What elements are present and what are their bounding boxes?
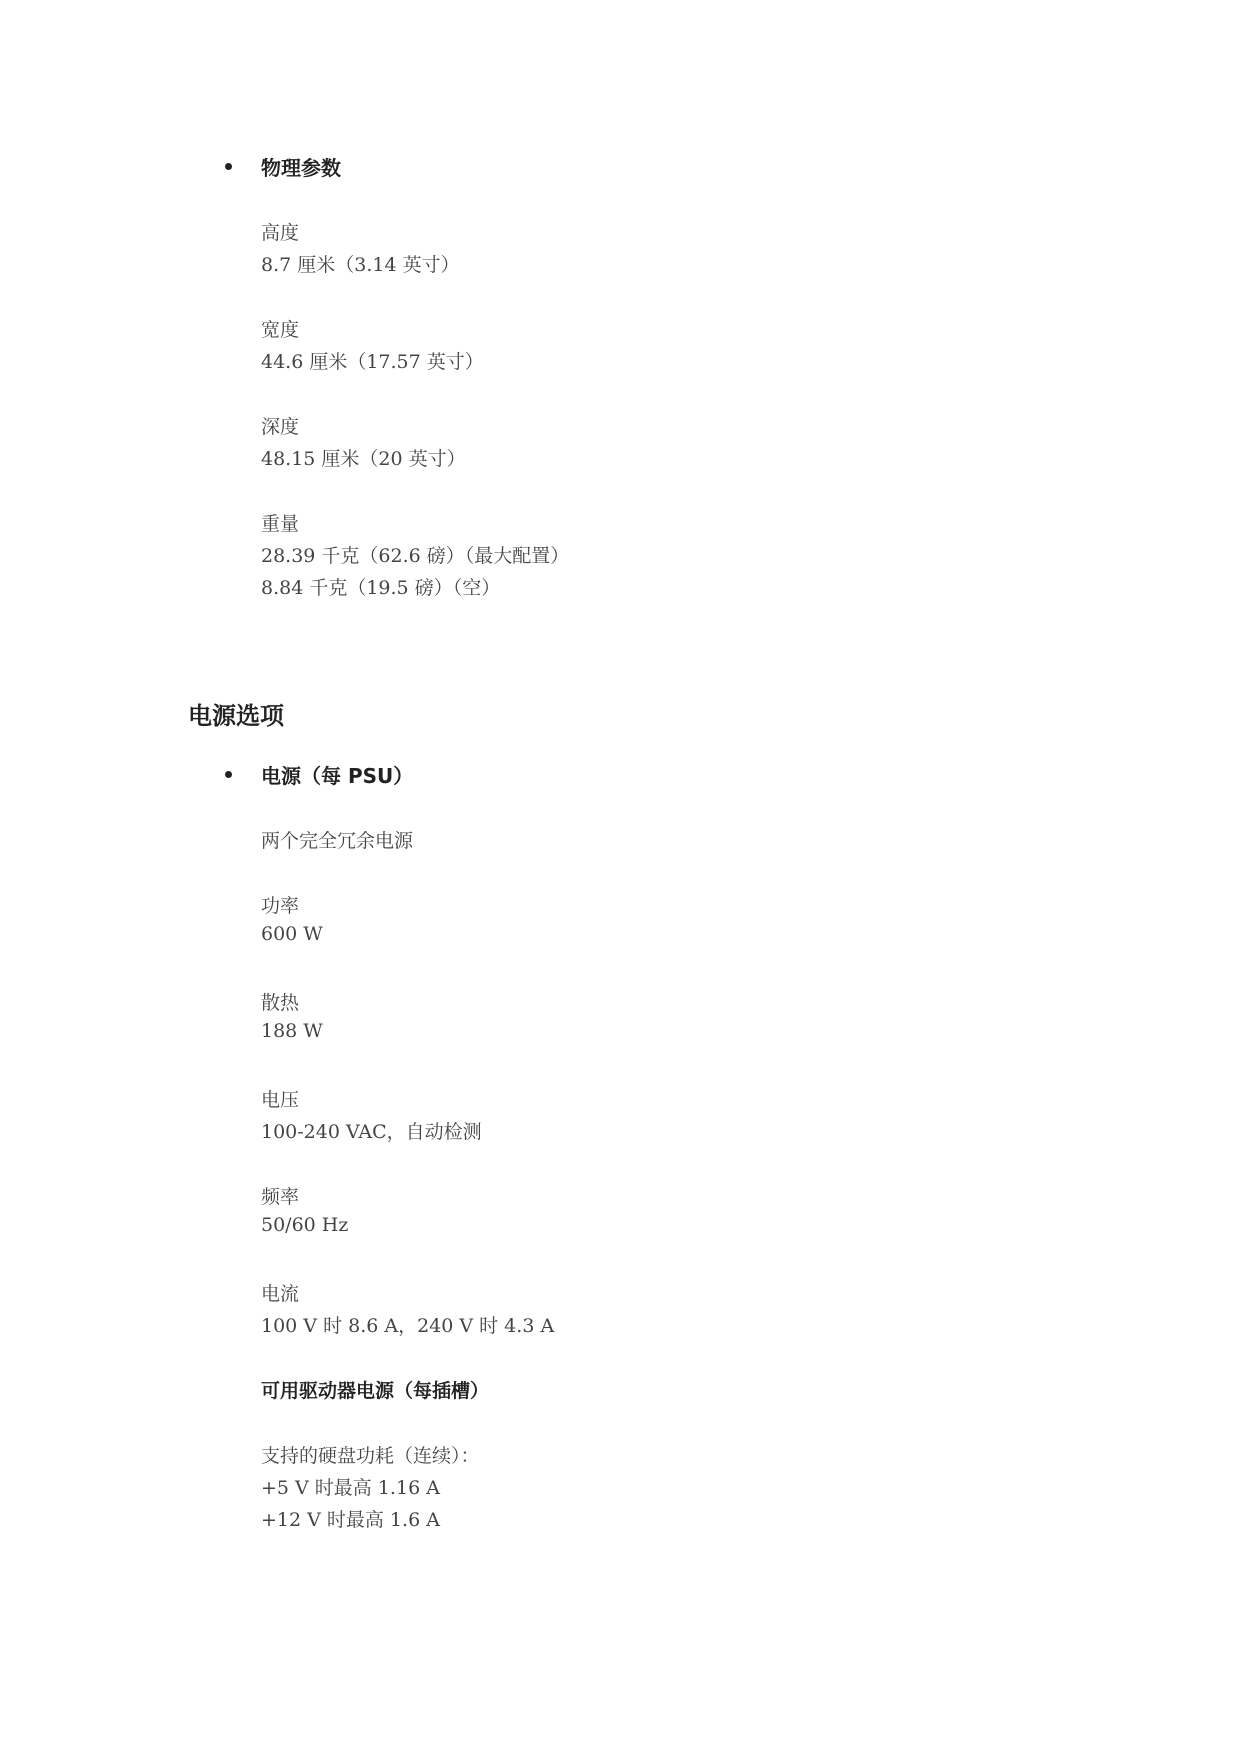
voltage-label: 电压 (261, 1089, 300, 1111)
physical-title: 物理参数 (261, 156, 341, 180)
weight-empty-value: 8.84 千克（19.5 磅）（空） (261, 577, 501, 599)
bullet-physical (225, 163, 232, 170)
hdd-12v-value: +12 V 时最高 1.6 A (261, 1509, 440, 1531)
current-label: 电流 (261, 1283, 300, 1305)
redundant-text: 两个完全冗余电源 (261, 830, 414, 852)
heat-label: 散热 (261, 992, 300, 1014)
heat-value: 188 W (261, 1020, 323, 1042)
depth-label: 深度 (261, 416, 300, 438)
depth-value: 48.15 厘米（20 英寸） (261, 448, 466, 470)
hdd-consumption-label: 支持的硬盘功耗（连续）： (261, 1445, 480, 1467)
wattage-label: 功率 (261, 895, 300, 917)
wattage-value: 600 W (261, 923, 323, 945)
width-label: 宽度 (261, 319, 300, 341)
bullet-psu (225, 771, 232, 778)
voltage-value: 100-240 VAC，自动检测 (261, 1121, 482, 1143)
frequency-label: 频率 (261, 1186, 300, 1208)
height-value: 8.7 厘米（3.14 英寸） (261, 254, 460, 276)
drive-power-title: 可用驱动器电源（每插槽） (261, 1380, 490, 1402)
weight-max-value: 28.39 千克（62.6 磅）（最大配置） (261, 545, 570, 567)
current-value: 100 V 时 8.6 A，240 V 时 4.3 A (261, 1315, 555, 1337)
power-section-title: 电源选项 (188, 702, 284, 730)
height-label: 高度 (261, 222, 300, 244)
width-value: 44.6 厘米（17.57 英寸） (261, 351, 484, 373)
hdd-5v-value: +5 V 时最高 1.16 A (261, 1477, 440, 1499)
psu-title: 电源（每 PSU） (261, 764, 414, 788)
frequency-value: 50/60 Hz (261, 1214, 349, 1236)
weight-label: 重量 (261, 513, 300, 535)
